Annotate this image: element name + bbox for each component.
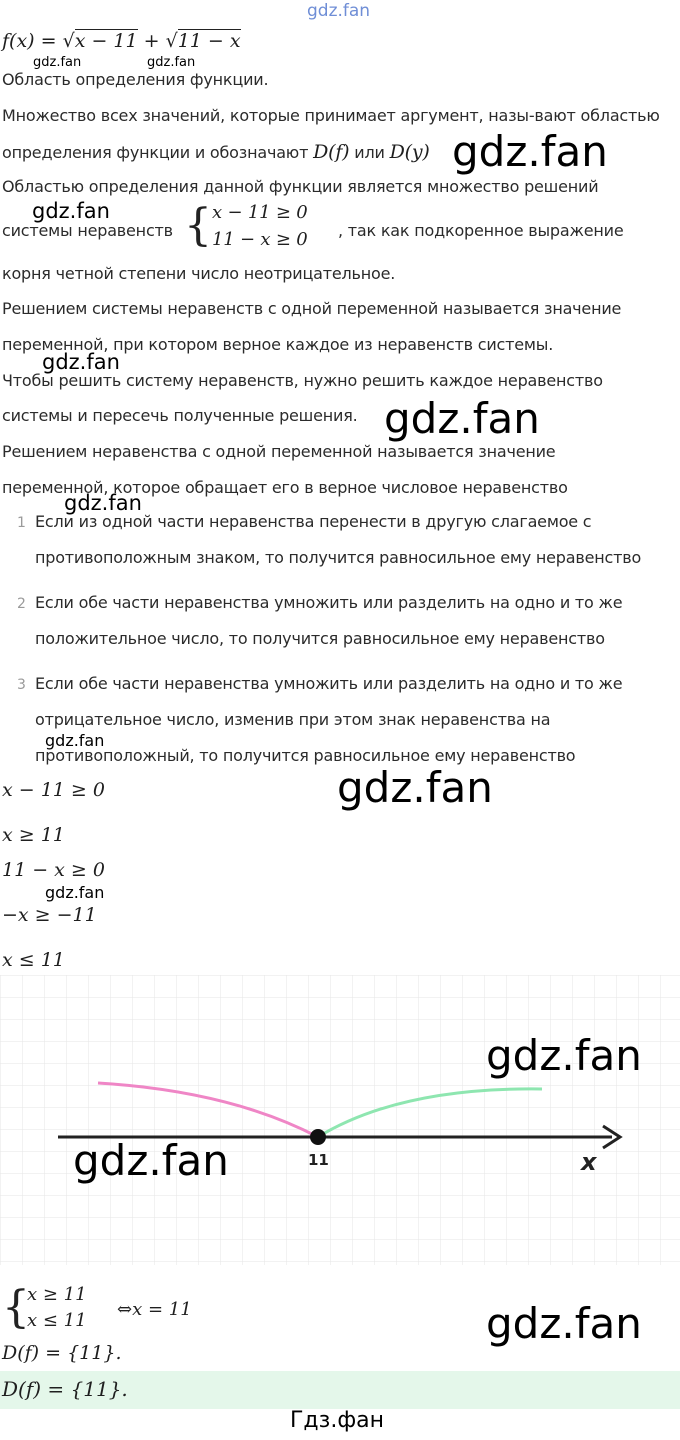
watermark-medium: gdz.fan bbox=[64, 491, 142, 515]
left-brace: { bbox=[2, 1282, 30, 1333]
watermark-large: gdz.fan bbox=[73, 1136, 229, 1185]
paragraph-line bbox=[2, 141, 430, 163]
list-number: 2 bbox=[17, 596, 26, 612]
step-inequality: x − 11 ≥ 0 bbox=[2, 779, 105, 801]
text-run: определения функции и обозначают bbox=[2, 143, 309, 162]
list-text: противоположным знаком, то получится равносильное ему неравенство bbox=[35, 548, 642, 567]
number-line-svg bbox=[0, 975, 680, 1265]
grid-background bbox=[0, 975, 680, 1265]
domain-answer: D(f) = {11}. bbox=[2, 1377, 128, 1401]
paragraph-line: переменной, при котором верное каждое из неравенств системы. bbox=[2, 335, 554, 354]
list-text: Если обе части неравенства умножить или разделить на одно и то же bbox=[35, 593, 623, 612]
number-line-figure bbox=[0, 975, 680, 1265]
text-run: , так как подкоренное выражение bbox=[338, 221, 624, 240]
top-watermark: gdz.fan bbox=[307, 1, 371, 21]
list-number: 1 bbox=[17, 515, 26, 531]
paragraph-line: Решением неравенства с одной переменной называется значение bbox=[2, 442, 556, 461]
axis-label: x bbox=[581, 1148, 597, 1176]
system-inequality-2: 11 − x ≥ 0 bbox=[212, 229, 308, 250]
watermark-large: gdz.fan bbox=[486, 1299, 642, 1348]
domain-heading: Область определения функции. bbox=[2, 70, 269, 89]
step-inequality: x ≥ 11 bbox=[2, 824, 65, 846]
step-inequality: 11 − x ≥ 0 bbox=[2, 859, 105, 881]
sqrt-sign-1: √ bbox=[62, 30, 75, 52]
sqrt-sign-2: √ bbox=[165, 30, 178, 52]
step-inequality: x ≤ 11 bbox=[2, 949, 65, 971]
formula-left: f(x) = bbox=[2, 30, 63, 52]
paragraph-line: Решением системы неравенств с одной переменной называется значение bbox=[2, 299, 622, 318]
final-inequality-2: x ≤ 11 bbox=[27, 1310, 87, 1331]
point-label: 11 bbox=[308, 1151, 329, 1169]
watermark-large: gdz.fan bbox=[384, 394, 540, 443]
left-brace: { bbox=[184, 200, 212, 251]
watermark-medium: gdz.fan bbox=[42, 350, 120, 374]
formula-plus: + bbox=[137, 30, 166, 52]
watermark-large: gdz.fan bbox=[452, 127, 608, 176]
radicand-1: x − 11 bbox=[74, 30, 138, 52]
list-number: 3 bbox=[17, 677, 26, 693]
paragraph-line: Областью определения данной функции является множество решений bbox=[2, 177, 599, 196]
paragraph-line: Множество всех значений, которые принимает аргумент, назы-вают областью bbox=[2, 106, 660, 125]
equivalence: ⇔x = 11 bbox=[117, 1299, 192, 1320]
watermark-large: gdz.fan bbox=[337, 763, 493, 812]
final-inequality-1: x ≥ 11 bbox=[27, 1284, 87, 1305]
paragraph-line: системы и пересечь полученные решения. bbox=[2, 406, 358, 425]
watermark-medium: gdz.fan bbox=[32, 199, 110, 223]
watermark-large: gdz.fan bbox=[486, 1031, 642, 1080]
paragraph-line: переменной, которое обращает его в верное числовое неравенство bbox=[2, 478, 568, 497]
list-text: Если из одной части неравенства перенести в другую слагаемое с bbox=[35, 512, 592, 531]
watermark-small-2: gdz.fan bbox=[147, 55, 196, 70]
radicand-2: 11 − x bbox=[177, 30, 241, 52]
list-text: положительное число, то получится равносильное ему неравенство bbox=[35, 629, 605, 648]
dy-symbol: D(y) bbox=[389, 141, 430, 163]
function-formula bbox=[2, 30, 241, 52]
watermark-small: gdz.fan bbox=[45, 883, 105, 902]
final-system bbox=[0, 1284, 260, 1344]
paragraph-line: корня четной степени число неотрицательное. bbox=[2, 264, 396, 283]
text-run: или bbox=[354, 143, 385, 162]
domain-result: D(f) = {11}. bbox=[2, 1342, 122, 1364]
watermark-small: gdz.fan bbox=[45, 731, 105, 750]
list-text: противоположный, то получится равносильное ему неравенство bbox=[35, 746, 576, 765]
step-inequality: −x ≥ −11 bbox=[2, 904, 97, 926]
list-text: Если обе части неравенства умножить или разделить на одно и то же bbox=[35, 674, 623, 693]
footer-watermark: Гдз.фан bbox=[290, 1408, 384, 1433]
text-run: системы неравенств bbox=[2, 221, 173, 240]
paragraph-line: Чтобы решить систему неравенств, нужно решить каждое неравенство bbox=[2, 371, 603, 390]
point-11 bbox=[310, 1129, 326, 1145]
df-symbol: D(f) bbox=[313, 141, 350, 163]
watermark-small-1: gdz.fan bbox=[33, 55, 82, 70]
system-inequality-1: x − 11 ≥ 0 bbox=[212, 202, 308, 223]
list-text: отрицательное число, изменив при этом знак неравенства на bbox=[35, 710, 551, 729]
